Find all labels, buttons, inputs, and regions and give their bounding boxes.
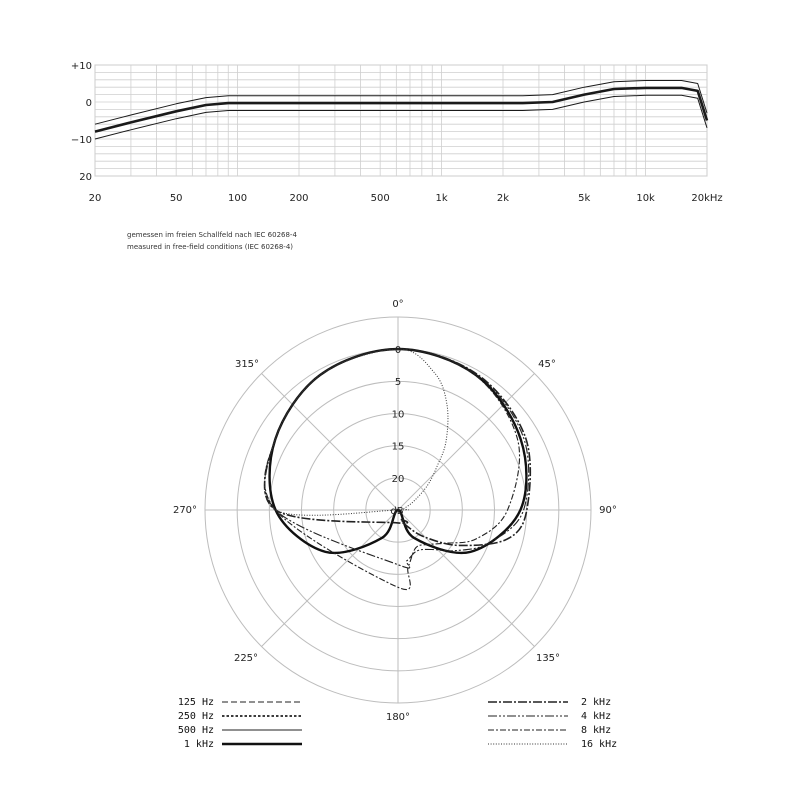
polar-curve-16-khz <box>265 349 448 515</box>
polar-unit-label: dB <box>390 506 404 517</box>
polar-radial-label: 10 <box>391 409 405 421</box>
legend-label: 2 kHz <box>581 697 612 708</box>
frequency-y-tick-labels <box>71 61 92 183</box>
polar-radial-label: 20 <box>391 473 405 485</box>
legend-label: 16 kHz <box>581 739 618 750</box>
polar-angle-label: 0° <box>392 299 404 310</box>
legend-label: 500 Hz <box>177 725 214 736</box>
frequency-x-tick-label: 500 <box>370 193 390 204</box>
polar-angle-label: 45° <box>538 359 556 370</box>
frequency-x-tick-labels <box>89 193 723 204</box>
frequency-x-tick-label: 10k <box>636 193 655 204</box>
polar-radial-label: 5 <box>394 377 402 389</box>
polar-angle-label: 225° <box>233 653 259 664</box>
frequency-x-tick-label: 20kHz <box>691 193 723 204</box>
frequency-x-tick-label: 200 <box>289 193 309 204</box>
frequency-x-tick-label: 100 <box>228 193 248 204</box>
polar-pattern-chart <box>173 299 617 723</box>
frequency-y-tick-label: 0 <box>85 98 92 109</box>
frequency-y-tick-label: 20 <box>79 172 92 183</box>
frequency-response-chart <box>71 61 723 204</box>
polar-spoke <box>398 374 534 510</box>
legend-label: 1 kHz <box>183 739 214 750</box>
polar-radial-label: 15 <box>391 441 405 453</box>
frequency-x-tick-label: 50 <box>169 193 183 204</box>
legend-label: 4 kHz <box>581 711 612 722</box>
frequency-x-tick-label: 5k <box>578 193 591 204</box>
measurement-note-en: measured in free-field conditions (IEC 60268-4) <box>127 243 294 251</box>
polar-curve-8-khz <box>265 349 520 590</box>
polar-angle-label: 135° <box>535 653 561 664</box>
polar-labels <box>173 299 617 723</box>
frequency-x-tick-label: 1k <box>435 193 448 204</box>
polar-legend <box>178 697 617 750</box>
polar-angle-label: 90° <box>599 505 617 516</box>
polar-radial-label: 0 <box>394 345 402 356</box>
polar-angle-label: 180° <box>385 712 411 723</box>
measurement-note-de: gemessen im freien Schallfeld nach IEC 60268-4 <box>127 231 297 239</box>
polar-spoke <box>262 510 398 646</box>
legend-label: 8 kHz <box>581 725 612 736</box>
frequency-x-tick-label: 20 <box>88 193 102 204</box>
polar-spoke <box>398 510 534 646</box>
legend-label: 250 Hz <box>177 711 214 722</box>
frequency-x-tick-label: 2k <box>496 193 510 204</box>
frequency-y-tick-label: +10 <box>70 61 92 72</box>
polar-spoke <box>262 374 398 510</box>
frequency-y-tick-label: −10 <box>70 135 92 146</box>
legend-label: 125 Hz <box>177 697 214 708</box>
polar-angle-label: 270° <box>172 505 198 516</box>
polar-angle-label: 315° <box>234 359 260 370</box>
